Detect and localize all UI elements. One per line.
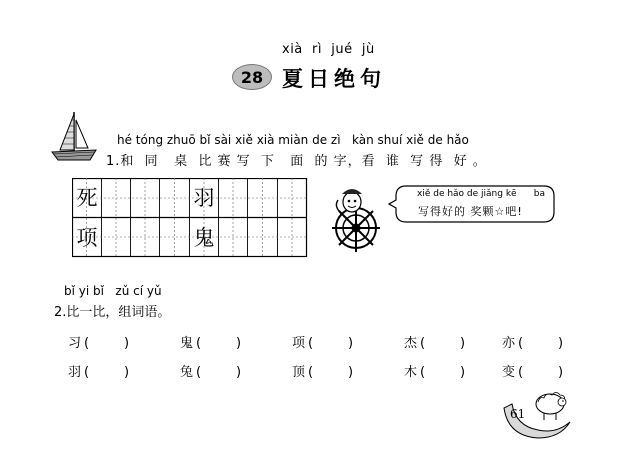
answer-paren-open: ( (308, 336, 314, 351)
lesson-title: 夏日绝句 (282, 67, 386, 91)
word-pair-item (180, 332, 241, 351)
answer-paren-close: ) (348, 365, 354, 380)
sailor-mascot-icon (328, 182, 384, 254)
bubble-text: 写得好的 奖颗☆吧! (418, 205, 523, 218)
word-pair-item (502, 361, 563, 380)
compare-character: 习 (68, 336, 82, 351)
sailboat-icon (50, 110, 100, 165)
compare-character: 木 (404, 365, 418, 380)
answer-paren-open: ( (196, 365, 202, 380)
answer-paren-close: ) (124, 336, 130, 351)
compare-character: 兔 (180, 365, 194, 380)
bubble-pinyin: xiě de hǎo de jiǎng kē ba (417, 189, 545, 199)
answer-paren-open: ( (84, 336, 90, 351)
grid-character: 死 (76, 186, 98, 210)
answer-paren-close: ) (558, 365, 564, 380)
compare-character: 杰 (404, 336, 418, 351)
answer-paren-close: ) (124, 365, 130, 380)
compare-character: 羽 (68, 365, 82, 380)
word-pair-item (404, 332, 465, 351)
answer-paren-close: ) (348, 336, 354, 351)
compare-character: 鬼 (180, 336, 194, 351)
lesson-number-badge: 28 (232, 64, 272, 90)
answer-paren-close: ) (460, 336, 466, 351)
writing-grid (72, 178, 308, 258)
word-pair-item (404, 361, 465, 380)
answer-paren-open: ( (308, 365, 314, 380)
grid-character: 鬼 (193, 226, 215, 250)
answer-paren-open: ( (420, 365, 426, 380)
answer-paren-close: ) (236, 336, 242, 351)
title-pinyin: xià rì jué jù (282, 42, 375, 57)
answer-paren-open: ( (84, 365, 90, 380)
word-pair-item (180, 361, 241, 380)
answer-paren-close: ) (236, 365, 242, 380)
word-pair-item (502, 332, 563, 351)
page-number: 61 (510, 407, 526, 421)
word-pair-item (292, 332, 353, 351)
compare-character: 项 (292, 336, 306, 351)
word-pair-item (68, 332, 129, 351)
compare-character: 亦 (502, 336, 516, 351)
answer-paren-open: ( (420, 336, 426, 351)
exercise2-pinyin: bǐ yi bǐ zǔ cí yǔ (64, 284, 162, 298)
exercise2-instruction: 2.比一比，组词语。 (54, 305, 171, 320)
exercise1-instruction: 1.和 同 桌 比 赛 写 下 面 的 字，看 谁 写 得 好 。 (106, 154, 487, 169)
word-pair-item (292, 361, 353, 380)
grid-character: 项 (76, 226, 98, 250)
answer-paren-open: ( (518, 336, 524, 351)
answer-paren-open: ( (196, 336, 202, 351)
grid-character: 羽 (193, 186, 215, 210)
answer-paren-close: ) (558, 336, 564, 351)
answer-paren-open: ( (518, 365, 524, 380)
word-pair-item (68, 361, 129, 380)
compare-character: 变 (502, 365, 516, 380)
exercise1-pinyin: hé tóng zhuō bǐ sài xiě xià miàn de zì kàn shuí xiě de hǎo (117, 133, 469, 147)
answer-paren-close: ) (460, 365, 466, 380)
compare-character: 顶 (292, 365, 306, 380)
